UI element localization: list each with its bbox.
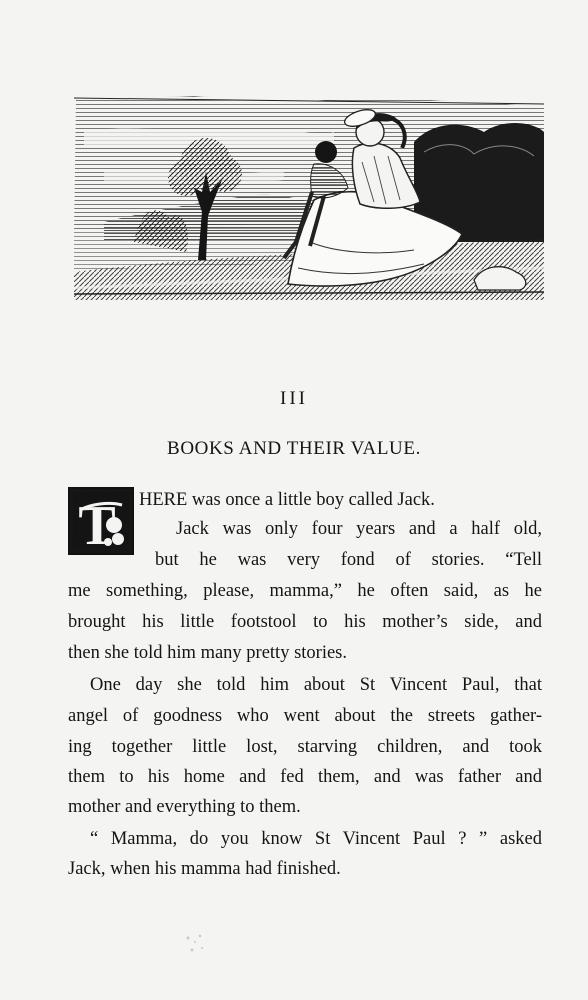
chapter-number: III <box>280 388 308 409</box>
drop-cap-letter: T <box>78 495 116 555</box>
text-line: them to his home and fed them, and was father and <box>68 767 542 787</box>
text-line: angel of goodness who went about the streets gather- <box>68 706 542 726</box>
engraving-mother-and-child <box>74 92 544 300</box>
engraving-image <box>74 92 544 300</box>
text-line: brought his little footstool to his mother’s side, and <box>68 612 542 632</box>
text-line: “ Mamma, do you know St Vincent Paul ? ” asked <box>90 829 542 849</box>
chapter-title: BOOKS AND THEIR VALUE. <box>167 438 421 459</box>
text-line: me something, please, mamma,” he often said, as he <box>68 581 542 601</box>
text-line: Jack was only four years and a half old, <box>176 519 542 539</box>
ornamental-drop-cap <box>68 487 134 555</box>
text-line: Jack, when his mamma had finished. <box>68 859 341 879</box>
text-line: HERE was once a little boy called Jack. <box>139 490 435 510</box>
text-line: then she told him many pretty stories. <box>68 643 347 663</box>
text-line: One day she told him about St Vincent Paul, that <box>90 675 542 695</box>
text-line: but he was very fond of stories. “Tell <box>155 550 542 570</box>
text-line: mother and everything to them. <box>68 797 301 817</box>
text-line: ing together little lost, starving children, and took <box>68 737 542 757</box>
paper-speck <box>180 928 210 958</box>
